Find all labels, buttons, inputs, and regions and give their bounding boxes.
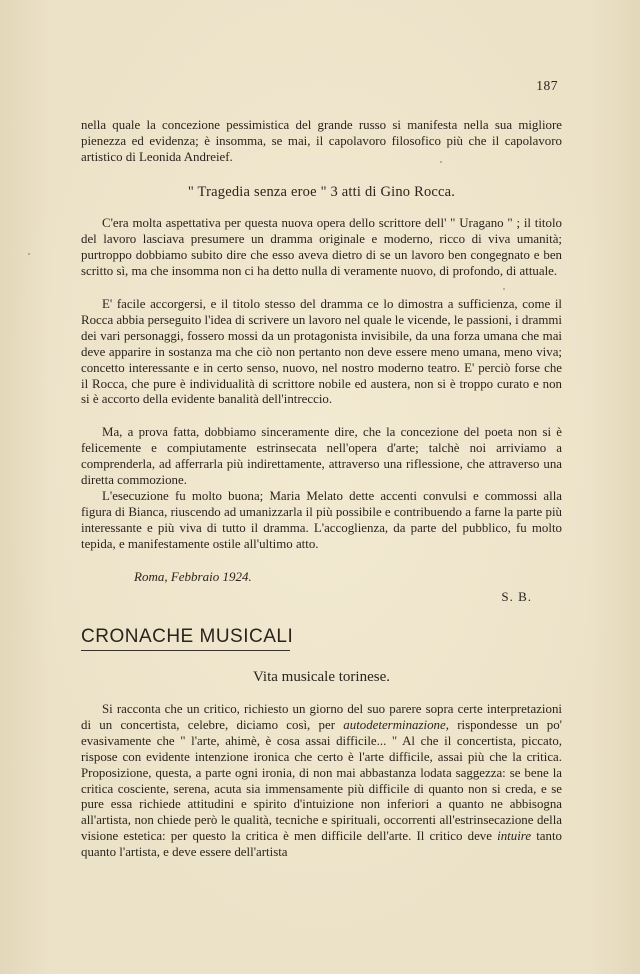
paper-speck [28, 253, 30, 255]
section-title: CRONACHE MUSICALI [81, 626, 290, 651]
review-paragraph: E' facile accorgersi, e il titolo stesso del dramma ce lo dimostra a sufficienza, come il Rocca abbia perseguito l'idea di scrivere un lavoro nel quale le vicende, le passioni, i drammi dei vari personaggi, fossero mossi da un protagonista invisibile, da una forza umana che mai deve apparire in sostanza ma che ciò non pertanto non deve essere meno umana, meno viva; concetto interessante e in certo senso, nuovo, nel nostro moderno teatro. E' perciò forse che il Rocca, che pure è individualità di scrittore nobile ed austera, non si è troppo curato e non si è accorto della evidente banalità dell'intreccio. [81, 297, 562, 407]
music-text: tanto quanto l'artista, e deve essere dell'artista [81, 829, 562, 860]
music-emphasis: autodeterminazione, [343, 717, 449, 732]
review-heading: " Tragedia senza eroe " 3 atti di Gino Rocca. [187, 184, 456, 200]
signature: S. B. [501, 589, 532, 604]
music-heading: Vita musicale torinese. [253, 669, 390, 685]
paper-speck [440, 161, 442, 163]
page-number: 187 [536, 78, 558, 93]
dateline: Roma, Febbraio 1924. [134, 569, 252, 584]
review-paragraph: L'esecuzione fu molto buona; Maria Melato dette accenti convulsi e commossi alla figura di Bianca, riuscendo ad umanizzarla il più possibile e contribuendo a farne la parte più interessante e più viva di tutto il dramma. L'accoglienza, da parte del pubblico, fu molto tepida, e manifestamente ostile all'ultimo atto. [81, 489, 562, 551]
book-page [81, 0, 562, 974]
music-text: rispondesse un po' evasivamente che " l'arte, ahimè, è cosa assai difficile... " Al che il concertista, piccato, rispose con evidente intenzione ironica che certo è l'arte difficile, assai più che la critica. Proposizione, questa, a parte ogni ironia, di non mai abbastanza lodata saggezza: se bene la critica cosciente, serena, acuta sia immensamente più difficile di quanto non si creda, e se pure essa richiede attitudini e spirito d'intuizione non inferiori a quanto ne abbisogna all'artista, non chiede però le qualità, tecniche e spirituali, occorrenti all'estrinsecazione della visione estetica: per questo la critica è men difficile dell'arte. Il critico deve [81, 717, 562, 844]
review-paragraph: C'era molta aspettativa per questa nuova opera dello scrittore dell' " Uragano " ; il titolo del lavoro lasciava presumere un dramma originale e moderno, ricco di viva umanità; purtroppo dobbiamo subito dire che esso aveva dietro di se un lavoro ben congegnato e ben scritto sì, ma che insomma non ci ha detto nulla di veramente nuovo, di profondo, di attuale. [81, 216, 562, 278]
music-text: Si racconta che un critico, richiesto un giorno del suo parere sopra certe interpretazioni di un concertista, celebre, diciamo così, per [81, 702, 562, 732]
music-paragraph [81, 702, 562, 861]
paper-speck [503, 288, 505, 290]
music-emphasis: intuire [497, 829, 532, 844]
intro-paragraph: nella quale la concezione pessimistica del grande russo si manifesta nella sua migliore pienezza ed evidenza; è insomma, se mai, il capolavoro filosofico più che il capolavoro artistico di Leonida Andreief. [81, 118, 562, 164]
review-paragraph: Ma, a prova fatta, dobbiamo sinceramente dire, che la concezione del poeta non si è felicemente e compiutamente estrinsecata nell'opera d'arte; talchè noi arriviamo a comprenderla, ad afferrarla più indirettamente, attraverso una riflessione, che attraverso una diretta commozione. [81, 425, 562, 487]
